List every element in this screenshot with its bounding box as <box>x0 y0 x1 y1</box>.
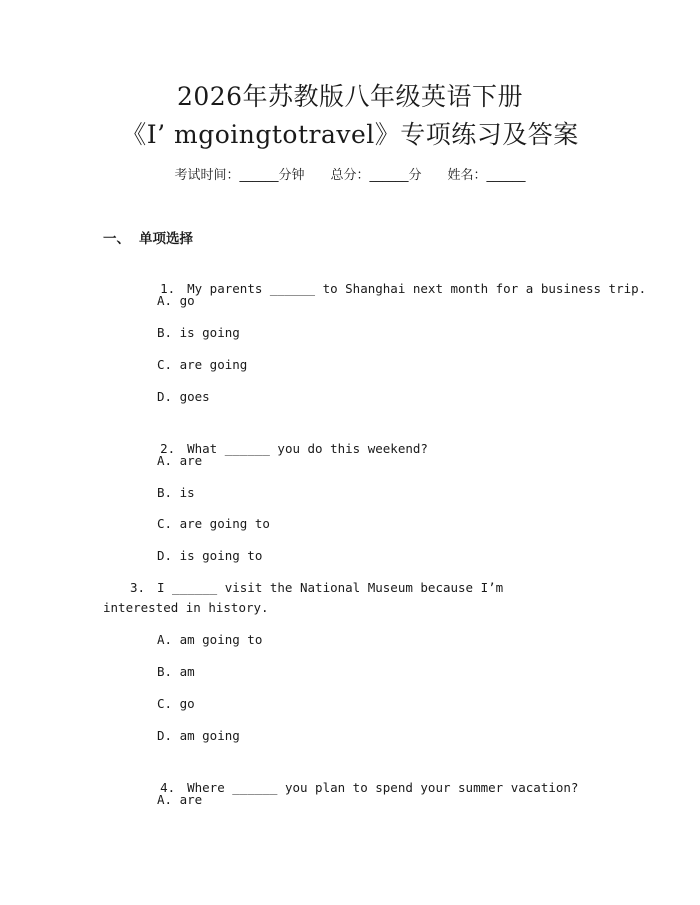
question-number: 1. <box>160 281 176 296</box>
option-1d: D. goes <box>157 389 210 404</box>
question-number: 2. <box>160 441 176 456</box>
exam-name-field: 姓名：______ <box>447 168 526 183</box>
question-text: Where ______ you plan to spend your summer vacation? <box>187 780 579 795</box>
exam-time-field: 考试时间：______分钟 <box>174 168 305 183</box>
option-1b: B. is going <box>157 325 240 340</box>
section-title: 单项选择 <box>139 231 193 247</box>
exam-meta-line <box>0 166 700 186</box>
option-1c: C. are going <box>157 357 248 372</box>
question-text: My parents ______ to Shanghai next month for a business trip. <box>187 281 647 296</box>
option-2d: D. is going to <box>157 548 263 563</box>
question-number: 4. <box>160 780 176 795</box>
document-title-line-1: 2026年苏教版八年级英语下册 <box>176 82 524 111</box>
option-2c: C. are going to <box>157 516 270 531</box>
option-2b: B. is <box>157 485 195 500</box>
option-3c: C. go <box>157 696 195 711</box>
question-1 <box>130 259 646 319</box>
option-3b: B. am <box>157 664 195 679</box>
option-3d: D. am going <box>157 728 240 743</box>
option-1a: A. go <box>157 293 195 308</box>
question-3 <box>103 578 583 618</box>
question-text: I ______ visit the National Museum because I’m interested in history. <box>103 580 504 615</box>
exam-score-field: 总分：______分 <box>330 168 422 183</box>
question-text: What ______ you do this weekend? <box>187 441 428 456</box>
section-number: 一、 <box>103 231 130 247</box>
question-number: 3. <box>130 580 146 595</box>
document-title-line-2: 《I’ mgoingtotravel》专项练习及答案 <box>121 120 579 149</box>
option-4a: A. are <box>157 792 203 807</box>
option-3a: A. am going to <box>157 632 263 647</box>
section-heading <box>103 229 193 249</box>
option-2a: A. are <box>157 453 203 468</box>
